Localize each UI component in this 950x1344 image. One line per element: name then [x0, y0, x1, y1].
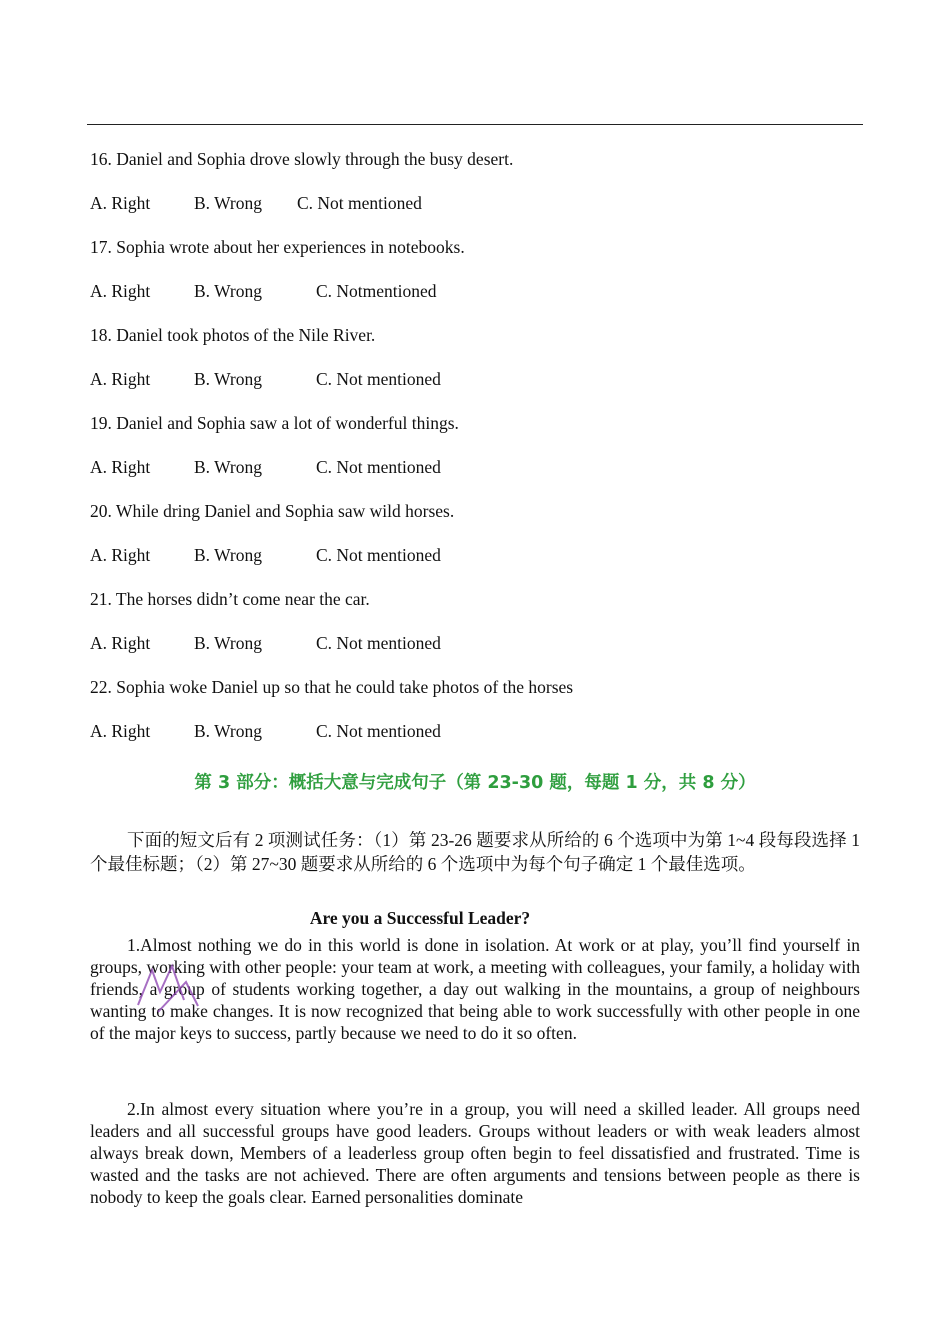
option-b: B. Wrong — [194, 633, 263, 653]
option-b: B. Wrong — [194, 281, 263, 301]
watermark-logo-icon — [128, 960, 208, 1020]
option-a: A. Right — [90, 545, 151, 565]
passage-paragraph-2: 2.In almost every situation where you’re in a group, you will need a skilled leader. All groups need leaders and all successful groups have good leaders. Groups without leaders or with weak leaders almost always break down, Members of a leaderless group often begin to feel dissatisfied and frustrated. Time is wasted and the tasks are not achieved. There are often arguments and tensions between people as there is nobody to keep the goals clear. Earned personalities dominate — [90, 1099, 860, 1207]
option-a: A. Right — [90, 193, 151, 213]
passage-title: Are you a Successful Leader? — [309, 908, 531, 928]
question-17: 17. Sophia wrote about her experiences in notebooks. — [90, 237, 465, 257]
option-c: C. Not mentioned — [316, 633, 441, 653]
option-b: B. Wrong — [194, 545, 263, 565]
option-b: B. Wrong — [194, 721, 263, 741]
question-18: 18. Daniel took photos of the Nile River. — [90, 325, 376, 345]
option-a: A. Right — [90, 369, 151, 389]
option-c: C. Not mentioned — [297, 193, 422, 213]
option-b: B. Wrong — [194, 457, 263, 477]
header-rule — [87, 124, 863, 125]
option-b: B. Wrong — [194, 369, 263, 389]
option-c: C. Not mentioned — [316, 369, 441, 389]
option-c: C. Not mentioned — [316, 457, 441, 477]
option-c: C. Not mentioned — [316, 721, 441, 741]
section-title: 第 3 部分：概括大意与完成句子（第 23-30 题，每题 1 分，共 8 分） — [194, 773, 756, 793]
question-16: 16. Daniel and Sophia drove slowly through the busy desert. — [90, 149, 514, 169]
option-a: A. Right — [90, 457, 151, 477]
question-21: 21. The horses didn’t come near the car. — [90, 589, 370, 609]
question-20: 20. While dring Daniel and Sophia saw wild horses. — [90, 501, 455, 521]
question-19: 19. Daniel and Sophia saw a lot of wonderful things. — [90, 413, 459, 433]
section-instructions: 下面的短文后有 2 项测试任务：（1）第 23-26 题要求从所给的 6 个选项中为第 1~4 段每段选择 1 个最佳标题；（2）第 27~30 题要求从所给的 6 个选项中为每个句子确定 1 个最佳选项。 — [90, 830, 860, 874]
option-a: A. Right — [90, 633, 151, 653]
option-c: C. Not mentioned — [316, 545, 441, 565]
option-a: A. Right — [90, 721, 151, 741]
option-a: A. Right — [90, 281, 151, 301]
option-b: B. Wrong — [194, 193, 263, 213]
option-c: C. Notmentioned — [316, 281, 437, 301]
question-22: 22. Sophia woke Daniel up so that he could take photos of the horses — [90, 677, 574, 697]
passage-paragraph-1: 1.Almost nothing we do in this world is done in isolation. At work or at play, you’ll find yourself in groups, working with other people: your team at work, a meeting with colleagues, your family, a holiday with friends, a group of students working together, a day out walking in the mountains, a group of neighbours wanting to make changes. It is now recognized that being able to work successfully with other people in one of the major keys to success, partly because we need to do it so often. — [90, 935, 860, 1043]
